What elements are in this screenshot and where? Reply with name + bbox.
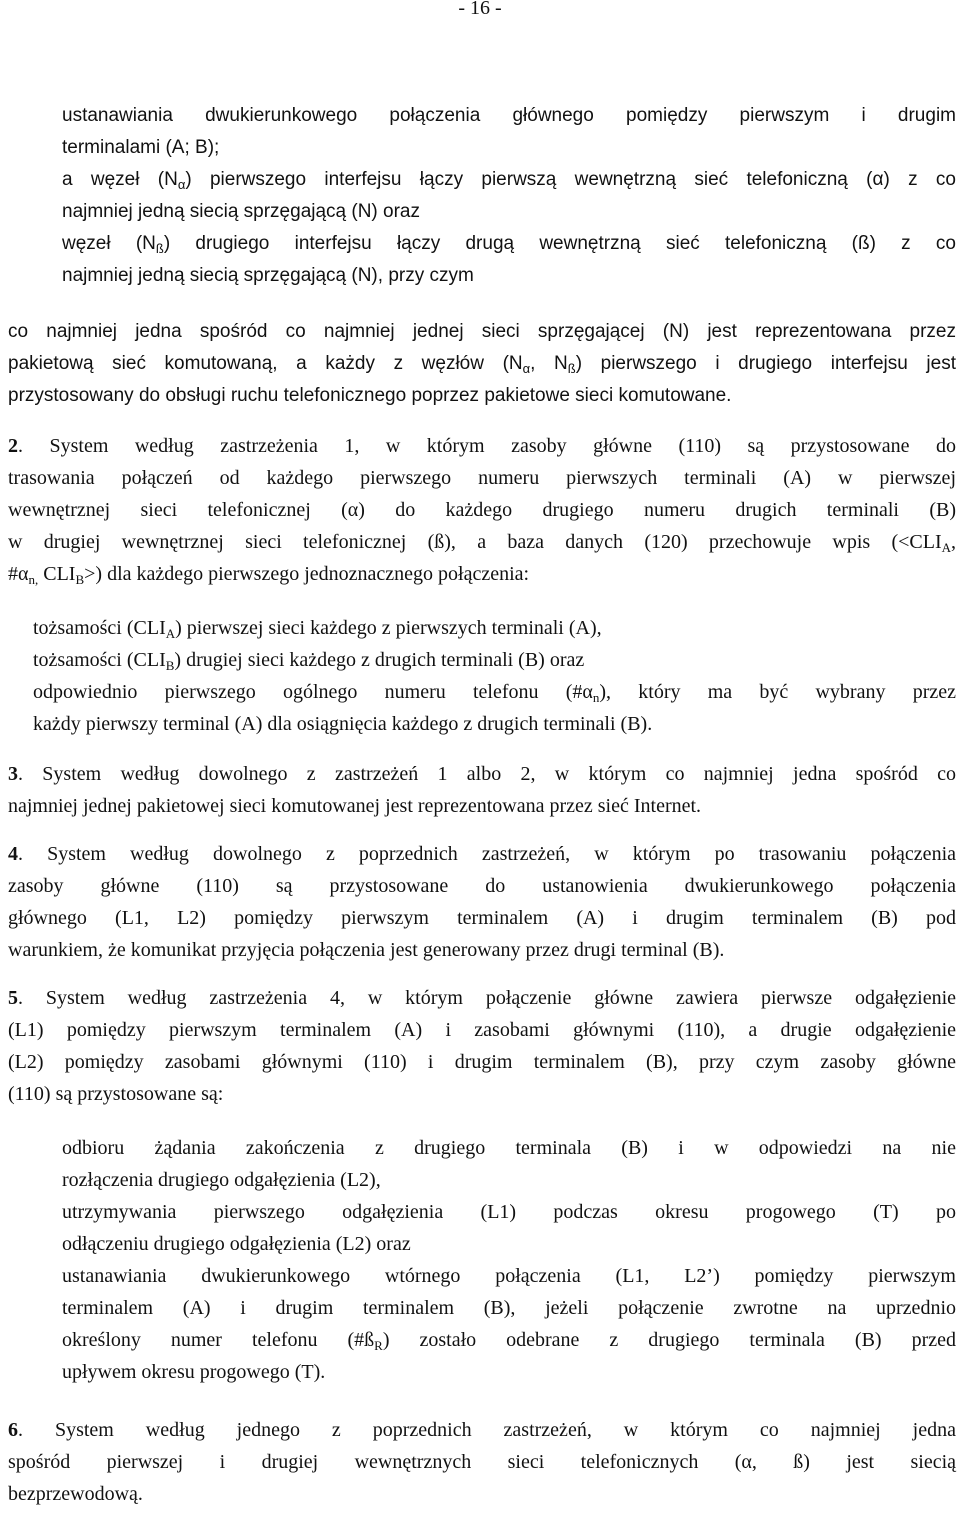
text-line: najmniej jedną siecią sprzęgającą (N), przy czym (62, 265, 474, 286)
text-line: (110) są przystosowane są: (8, 1083, 224, 1105)
claim-3 (8, 758, 956, 822)
claim-number: 4 (8, 843, 18, 865)
text-line: wewnętrznej sieci telefonicznej (α) do każdego drugiego numeru drugich terminali (B) (8, 499, 956, 521)
claim1-continuation (62, 100, 956, 292)
text-line: upływem okresu progowego (T). (62, 1361, 326, 1383)
claim-6 (8, 1414, 956, 1510)
text-line: odłączeniu drugiego odgałęzienia (L2) oraz (62, 1233, 411, 1255)
text-line: 6. System według jednego z poprzednich zastrzeżeń, w którym co najmniej jedna (8, 1419, 956, 1441)
text-line: 4. System według dowolnego z poprzednich zastrzeżeń, w którym po trasowaniu połączenia (8, 843, 956, 865)
text-line: 2. System według zastrzeżenia 1, w którym zasoby główne (110) są przystosowane do (8, 435, 956, 457)
text-line: określony numer telefonu $(\#ß_R)$ zostało odebrane z drugiego terminala (B) przed (62, 1329, 956, 1353)
text-line: terminalami (A; B); (62, 137, 220, 158)
text-line: w drugiej wewnętrznej sieci telefonicznej (ß), a baza danych (120) przechowuje wpis ($<CLI_A$, (8, 531, 956, 555)
text-line: rozłączenia drugiego odgałęzienia (L2), (62, 1169, 381, 1191)
text-line: $\#\alpha_{n,}$ $CLI_B>$) dla każdego pierwszego jednoznacznego połączenia: (8, 563, 530, 587)
claim-5-items (62, 1132, 956, 1388)
page-number: - 16 - (458, 0, 502, 19)
claim-number: 2 (8, 435, 18, 457)
text-line: odpowiednio pierwszego ogólnego numeru telefonu $(\#\alpha_n)$, który ma być wybrany przez (33, 681, 956, 705)
claim-number: 3 (8, 763, 18, 785)
text-line: tożsamości $(CLI_B)$ drugiej sieci każdego z drugich terminali (B) oraz (33, 649, 585, 673)
text-line: odbioru żądania zakończenia z drugiego terminala (B) i w odpowiedzi na nie (62, 1137, 956, 1159)
text-line: utrzymywania pierwszego odgałęzienia (L1) podczas okresu progowego (T) po (62, 1201, 956, 1223)
claim-number: 6 (8, 1419, 18, 1441)
text-line: bezprzewodową. (8, 1483, 143, 1505)
text-line: terminalem (A) i drugim terminalem (B), jeżeli połączenie zwrotne na uprzednio (62, 1297, 956, 1319)
text-line: zasoby główne (110) są przystosowane do ustanowienia dwukierunkowego połączenia (8, 875, 956, 897)
claim-4 (8, 838, 956, 966)
text-line: tożsamości $(CLI_A)$ pierwszej sieci każdego z pierwszych terminali (A), (33, 617, 602, 641)
text-line: 5. System według zastrzeżenia 4, w którym połączenie główne zawiera pierwsze odgałęzienie (8, 987, 956, 1009)
text-line: spośród pierwszej i drugiej wewnętrznych sieci telefonicznych (α, ß) jest siecią (8, 1451, 956, 1473)
text-line: ustanawiania dwukierunkowego połączenia głównego pomiędzy pierwszym i drugim (62, 105, 956, 126)
text-line: ustanawiania dwukierunkowego wtórnego połączenia (L1, L2’) pomiędzy pierwszym (62, 1265, 956, 1287)
paragraph-packet-network (8, 316, 956, 412)
text-line: głównego (L1, L2) pomiędzy pierwszym terminalem (A) i drugim terminalem (B) pod (8, 907, 956, 929)
claim-2-items (33, 612, 956, 740)
text-line: najmniej jednej pakietowej sieci komutowanej jest reprezentowana przez sieć Internet. (8, 795, 702, 817)
text-line: najmniej jedną siecią sprzęgającą (N) oraz (62, 201, 421, 222)
text-line: trasowania połączeń od każdego pierwszego numeru pierwszych terminali (A) w pierwszej (8, 467, 956, 489)
text-line: (L2) pomiędzy zasobami głównymi (110) i drugim terminalem (B), przy czym zasoby główne (8, 1051, 956, 1073)
claim-2 (8, 430, 956, 590)
claim-number: 5 (8, 987, 18, 1009)
text-line: co najmniej jedna spośród co najmniej jednej sieci sprzęgającej (N) jest reprezentowana przez (8, 321, 956, 342)
text-line: (L1) pomiędzy pierwszym terminalem (A) i zasobami głównymi (110), a drugie odgałęzienie (8, 1019, 956, 1041)
text-line: 3. System według dowolnego z zastrzeżeń 1 albo 2, w którym co najmniej jedna spośród co (8, 763, 956, 785)
text-line: pakietową sieć komutowaną, a każdy z węzłów ($N_\alpha$, $N_ß$) pierwszego i drugiego interfejsu jest (8, 353, 956, 376)
text-line: a węzeł $(N_\alpha)$ pierwszego interfejsu łączy pierwszą wewnętrzną sieć telefoniczną (α) z co (62, 169, 956, 192)
text-line: przystosowany do obsługi ruchu telefonicznego poprzez pakietowe sieci komutowane. (8, 385, 732, 406)
text-line: warunkiem, że komunikat przyjęcia połączenia jest generowany przez drugi terminal (B). (8, 939, 725, 961)
text-line: każdy pierwszy terminal (A) dla osiągnięcia każdego z drugich terminali (B). (33, 713, 653, 735)
claim-5 (8, 982, 956, 1110)
text-line: węzeł $(N_ß)$ drugiego interfejsu łączy drugą wewnętrzną sieć telefoniczną (ß) z co (62, 233, 956, 256)
